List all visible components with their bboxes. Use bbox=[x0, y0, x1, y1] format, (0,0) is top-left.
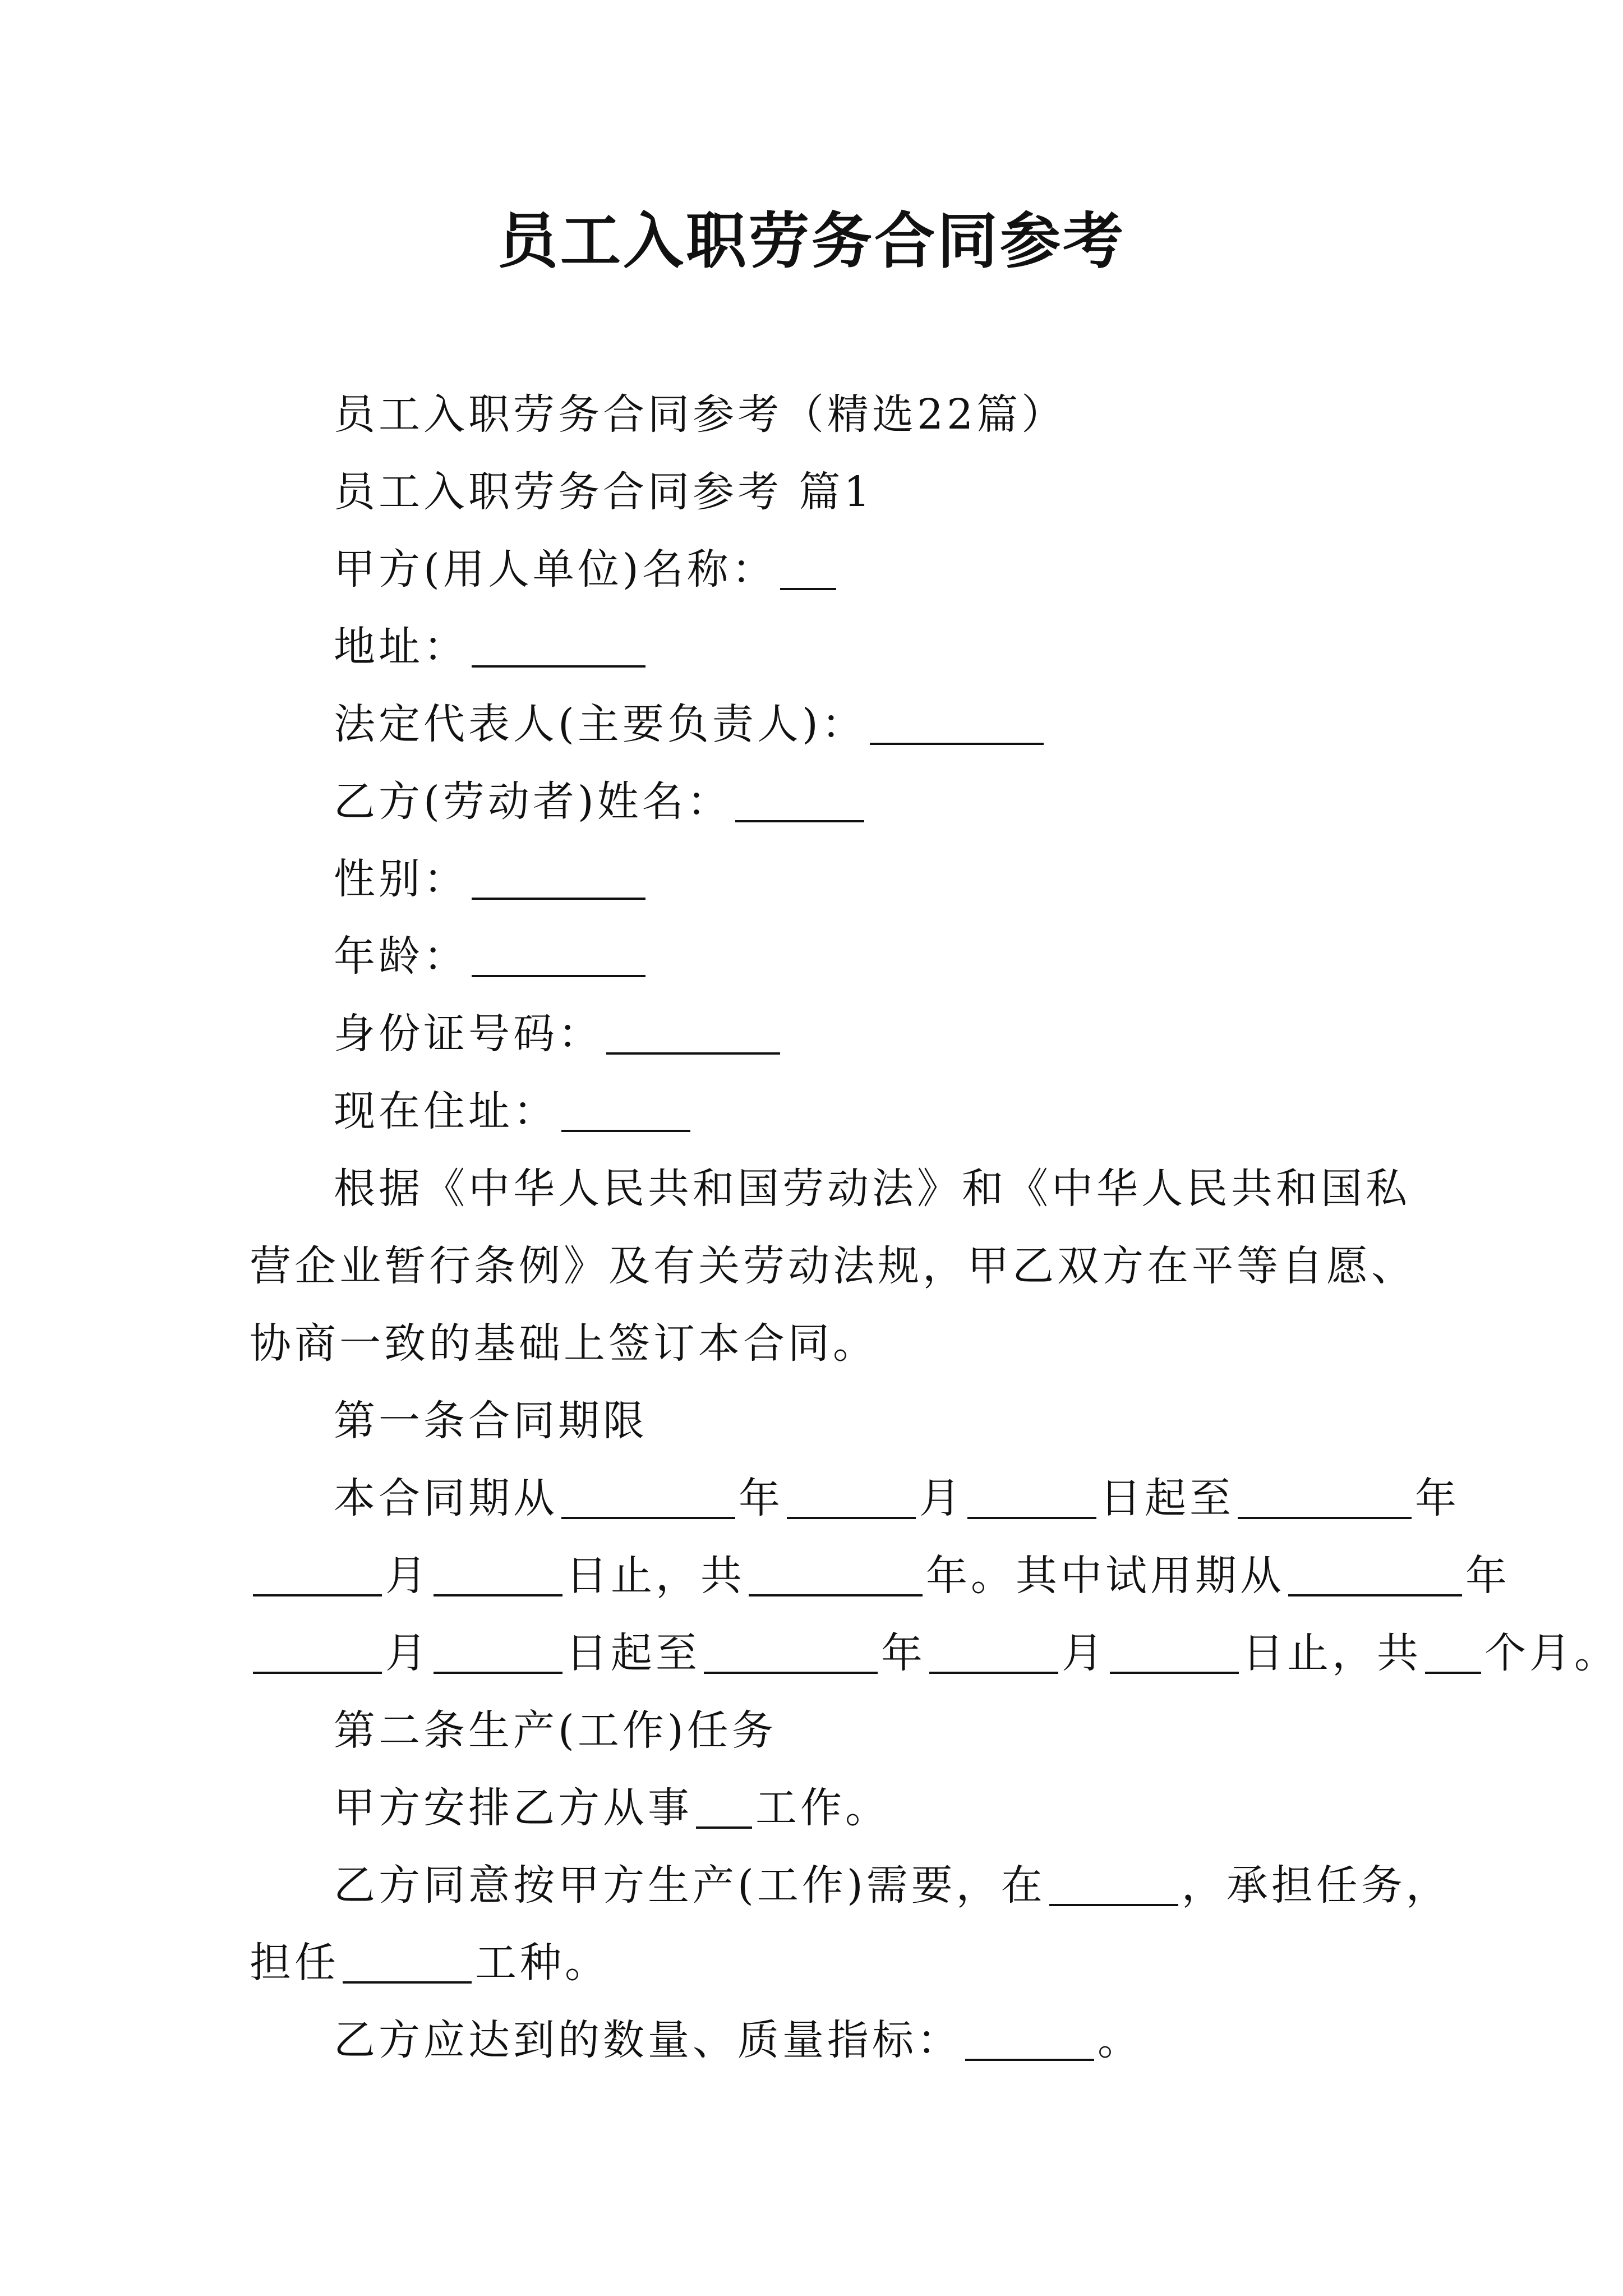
blank-line bbox=[343, 1938, 472, 1984]
article2-p2: 乙方同意按甲方生产(工作)需要，在 ，承担任务， bbox=[334, 1861, 1451, 1910]
article1-line-2: 月 日止，共 年。其中试用期从 年 bbox=[250, 1537, 1394, 1614]
document-title: 员工入职劳务合同参考 bbox=[497, 206, 1126, 277]
section-heading: 员工入职劳务合同参考 篇1 bbox=[334, 468, 874, 516]
field-gender: 性别： bbox=[250, 840, 1394, 918]
article2-p3: 担任 工种。 bbox=[250, 1939, 610, 1987]
article2-p4: 乙方应达到的数量、质量指标： 。 bbox=[334, 2016, 1142, 2064]
subtitle: 员工入职劳务合同参考（精选22篇） bbox=[334, 390, 1067, 439]
blank-line bbox=[704, 1628, 878, 1674]
blank-line bbox=[967, 1473, 1096, 1519]
blank-line bbox=[929, 1628, 1058, 1674]
blank-line bbox=[472, 622, 645, 668]
blank-line bbox=[735, 776, 864, 822]
article2-heading: 第二条生产(工作)任务 bbox=[334, 1706, 777, 1755]
field-address: 地址： bbox=[250, 608, 1394, 685]
blank-line bbox=[1288, 1550, 1462, 1596]
field-age: 年龄： bbox=[250, 918, 1394, 995]
blank-line bbox=[472, 854, 645, 900]
blank-line bbox=[1049, 1860, 1178, 1906]
blank-line bbox=[787, 1473, 916, 1519]
blank-line bbox=[253, 1550, 382, 1596]
blank-line bbox=[696, 1783, 752, 1829]
field-current-address: 现在住址： bbox=[250, 1073, 1394, 1150]
field-id-number: 身份证号码： bbox=[250, 995, 1394, 1073]
intro-line-2: 营企业暂行条例》及有关劳动法规，甲乙双方在平等自愿、 bbox=[250, 1242, 1416, 1290]
field-party-b: 乙方(劳动者)姓名： bbox=[250, 763, 1394, 840]
blank-line bbox=[434, 1628, 562, 1674]
field-party-a: 甲方(用人单位)名称： bbox=[250, 531, 1394, 608]
blank-line bbox=[870, 699, 1044, 745]
blank-line bbox=[561, 1473, 735, 1519]
document-body bbox=[250, 376, 1619, 2079]
blank-line bbox=[472, 931, 645, 977]
blank-line bbox=[749, 1550, 923, 1596]
field-legal-rep: 法定代表人(主要负责人)： bbox=[250, 685, 1394, 763]
article1-heading: 第一条合同期限 bbox=[334, 1397, 648, 1445]
blank-line bbox=[1110, 1628, 1239, 1674]
blank-line bbox=[434, 1550, 562, 1596]
article1-line-3: 月 日起至 年 月 日止，共 个月。 bbox=[250, 1614, 1394, 1692]
blank-line bbox=[253, 1628, 382, 1674]
intro-line-1: 根据《中华人民共和国劳动法》和《中华人民共和国私 bbox=[334, 1165, 1410, 1213]
blank-line bbox=[561, 1086, 690, 1132]
blank-line bbox=[1238, 1473, 1412, 1519]
article2-p1: 甲方安排乙方从事 工作。 bbox=[334, 1784, 890, 1832]
blank-line bbox=[1425, 1628, 1481, 1674]
article1-line-1: 本合同期从 年 月 日起至 年 bbox=[334, 1474, 1460, 1522]
blank-line bbox=[606, 1009, 780, 1055]
intro-line-3: 协商一致的基础上签订本合同。 bbox=[250, 1319, 878, 1368]
blank-line bbox=[965, 2015, 1094, 2061]
blank-line bbox=[780, 544, 836, 590]
